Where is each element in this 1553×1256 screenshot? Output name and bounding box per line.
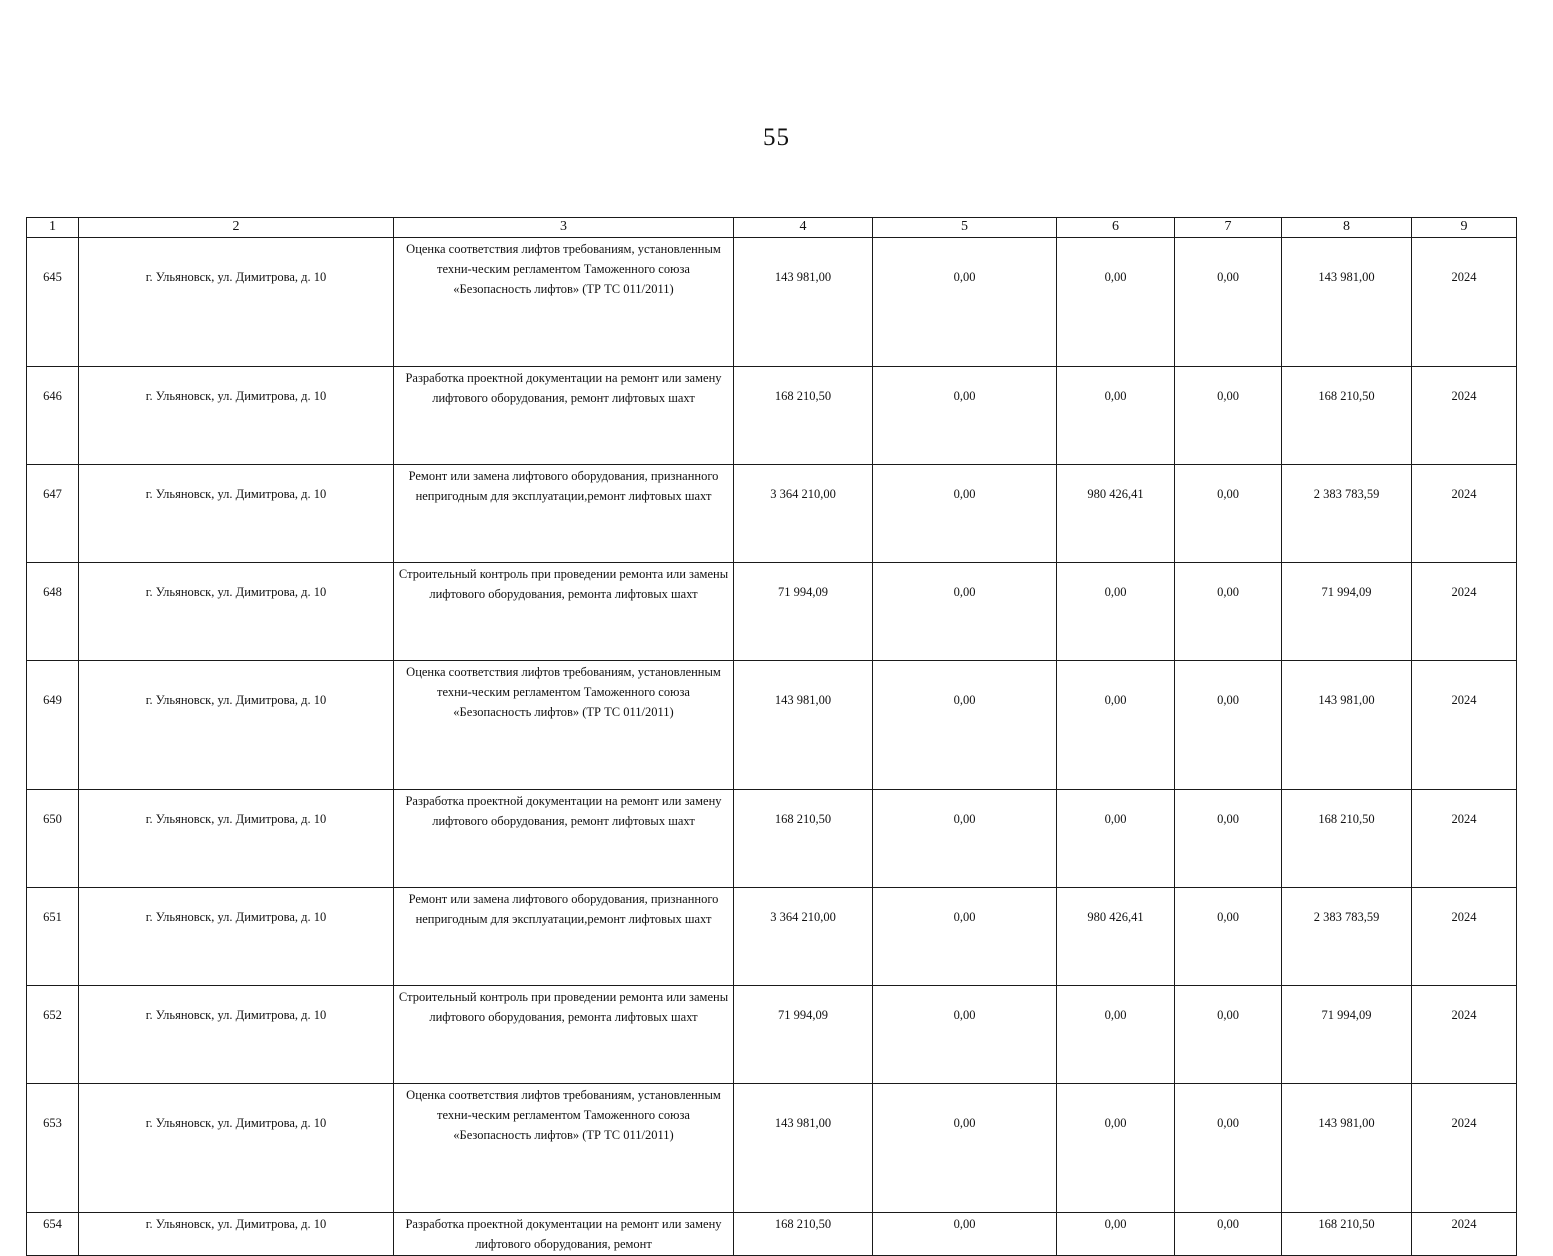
row-number: 650 bbox=[27, 790, 79, 888]
table-row bbox=[27, 465, 1517, 563]
amount-col5-cell: 0,00 bbox=[873, 465, 1057, 563]
address-cell: г. Ульяновск, ул. Димитрова, д. 10 bbox=[79, 661, 394, 790]
amount-col5-cell: 0,00 bbox=[873, 563, 1057, 661]
table-row bbox=[27, 790, 1517, 888]
amount-col8-cell: 2 383 783,59 bbox=[1282, 465, 1412, 563]
amount-col7-cell: 0,00 bbox=[1175, 986, 1282, 1084]
amount-col6-cell: 0,00 bbox=[1057, 790, 1175, 888]
amount-col7-cell: 0,00 bbox=[1175, 1213, 1282, 1256]
col-header-1: 1 bbox=[27, 218, 79, 238]
address-cell: г. Ульяновск, ул. Димитрова, д. 10 bbox=[79, 367, 394, 465]
amount-col8-cell: 168 210,50 bbox=[1282, 790, 1412, 888]
table-row bbox=[27, 1213, 1517, 1256]
amount-col5-cell: 0,00 bbox=[873, 1213, 1057, 1256]
registry-table bbox=[26, 217, 1517, 1256]
amount-col6-cell: 0,00 bbox=[1057, 1213, 1175, 1256]
amount-col5-cell: 0,00 bbox=[873, 888, 1057, 986]
year-cell: 2024 bbox=[1412, 661, 1517, 790]
year-cell: 2024 bbox=[1412, 1213, 1517, 1256]
amount-col8-cell: 143 981,00 bbox=[1282, 238, 1412, 367]
address-cell: г. Ульяновск, ул. Димитрова, д. 10 bbox=[79, 465, 394, 563]
table-row bbox=[27, 888, 1517, 986]
amount-col8-cell: 71 994,09 bbox=[1282, 986, 1412, 1084]
table-row bbox=[27, 563, 1517, 661]
amount-col6-cell: 0,00 bbox=[1057, 367, 1175, 465]
year-cell: 2024 bbox=[1412, 986, 1517, 1084]
year-cell: 2024 bbox=[1412, 238, 1517, 367]
work-description-cell bbox=[394, 1213, 734, 1256]
year-cell: 2024 bbox=[1412, 367, 1517, 465]
amount-col5-cell: 0,00 bbox=[873, 986, 1057, 1084]
amount-col7-cell: 0,00 bbox=[1175, 563, 1282, 661]
work-description-cell: Разработка проектной документации на ремонт или замену лифтового оборудования, ремонт лифтовых шахт bbox=[394, 367, 734, 465]
amount-col7-cell: 0,00 bbox=[1175, 238, 1282, 367]
amount-col4-cell: 143 981,00 bbox=[734, 1084, 873, 1213]
table-row bbox=[27, 367, 1517, 465]
address-cell: г. Ульяновск, ул. Димитрова, д. 10 bbox=[79, 888, 394, 986]
amount-col6-cell: 0,00 bbox=[1057, 661, 1175, 790]
amount-col7-cell: 0,00 bbox=[1175, 661, 1282, 790]
work-description-cell: Ремонт или замена лифтового оборудования, признанного непригодным для эксплуатации,ремонт лифтовых шахт bbox=[394, 888, 734, 986]
year-cell: 2024 bbox=[1412, 465, 1517, 563]
amount-col7-cell: 0,00 bbox=[1175, 888, 1282, 986]
table-row bbox=[27, 986, 1517, 1084]
page-number: 55 bbox=[763, 124, 790, 151]
amount-col4-cell: 168 210,50 bbox=[734, 367, 873, 465]
work-description-cell: Оценка соответствия лифтов требованиям, установленным техни-ческим регламентом Таможенного союза «Безопасность лифтов» (ТР ТС 011/2011) bbox=[394, 661, 734, 790]
col-header-7: 7 bbox=[1175, 218, 1282, 238]
address-cell: г. Ульяновск, ул. Димитрова, д. 10 bbox=[79, 1084, 394, 1213]
col-header-4: 4 bbox=[734, 218, 873, 238]
row-number: 645 bbox=[27, 238, 79, 367]
amount-col6-cell: 0,00 bbox=[1057, 1084, 1175, 1213]
work-description-cell: Строительный контроль при проведении ремонта или замены лифтового оборудования, ремонта лифтовых шахт bbox=[394, 986, 734, 1084]
amount-col5-cell: 0,00 bbox=[873, 367, 1057, 465]
year-cell: 2024 bbox=[1412, 790, 1517, 888]
amount-col6-cell: 980 426,41 bbox=[1057, 465, 1175, 563]
amount-col8-cell: 71 994,09 bbox=[1282, 563, 1412, 661]
amount-col6-cell: 0,00 bbox=[1057, 986, 1175, 1084]
amount-col8-cell: 143 981,00 bbox=[1282, 1084, 1412, 1213]
address-cell: г. Ульяновск, ул. Димитрова, д. 10 bbox=[79, 1213, 394, 1256]
amount-col4-cell: 71 994,09 bbox=[734, 563, 873, 661]
amount-col8-cell: 168 210,50 bbox=[1282, 367, 1412, 465]
address-cell: г. Ульяновск, ул. Димитрова, д. 10 bbox=[79, 238, 394, 367]
amount-col5-cell: 0,00 bbox=[873, 661, 1057, 790]
amount-col4-cell: 168 210,50 bbox=[734, 1213, 873, 1256]
amount-col4-cell: 71 994,09 bbox=[734, 986, 873, 1084]
work-description-cell: Оценка соответствия лифтов требованиям, установленным техни-ческим регламентом Таможенного союза «Безопасность лифтов» (ТР ТС 011/2011) bbox=[394, 238, 734, 367]
amount-col6-cell: 0,00 bbox=[1057, 563, 1175, 661]
amount-col7-cell: 0,00 bbox=[1175, 367, 1282, 465]
col-header-8: 8 bbox=[1282, 218, 1412, 238]
work-description-text: Разработка проектной документации на ремонт или замену лифтового оборудования, ремонт bbox=[405, 1217, 722, 1251]
amount-col5-cell: 0,00 bbox=[873, 238, 1057, 367]
col-header-6: 6 bbox=[1057, 218, 1175, 238]
amount-col8-cell: 2 383 783,59 bbox=[1282, 888, 1412, 986]
year-cell: 2024 bbox=[1412, 563, 1517, 661]
work-description-cell: Строительный контроль при проведении ремонта или замены лифтового оборудования, ремонта лифтовых шахт bbox=[394, 563, 734, 661]
year-cell: 2024 bbox=[1412, 888, 1517, 986]
header-row bbox=[27, 218, 1517, 238]
row-number: 648 bbox=[27, 563, 79, 661]
work-description-cell: Ремонт или замена лифтового оборудования, признанного непригодным для эксплуатации,ремонт лифтовых шахт bbox=[394, 465, 734, 563]
col-header-2: 2 bbox=[79, 218, 394, 238]
amount-col8-cell: 143 981,00 bbox=[1282, 661, 1412, 790]
amount-col7-cell: 0,00 bbox=[1175, 790, 1282, 888]
col-header-3: 3 bbox=[394, 218, 734, 238]
address-cell: г. Ульяновск, ул. Димитрова, д. 10 bbox=[79, 986, 394, 1084]
amount-col6-cell: 0,00 bbox=[1057, 238, 1175, 367]
address-cell: г. Ульяновск, ул. Димитрова, д. 10 bbox=[79, 790, 394, 888]
row-number: 651 bbox=[27, 888, 79, 986]
amount-col4-cell: 143 981,00 bbox=[734, 238, 873, 367]
work-description-cell: Разработка проектной документации на ремонт или замену лифтового оборудования, ремонт лифтовых шахт bbox=[394, 790, 734, 888]
row-number: 647 bbox=[27, 465, 79, 563]
amount-col5-cell: 0,00 bbox=[873, 790, 1057, 888]
amount-col4-cell: 168 210,50 bbox=[734, 790, 873, 888]
table-row bbox=[27, 238, 1517, 367]
work-description-cell: Оценка соответствия лифтов требованиям, установленным техни-ческим регламентом Таможенного союза «Безопасность лифтов» (ТР ТС 011/2011) bbox=[394, 1084, 734, 1213]
row-number: 652 bbox=[27, 986, 79, 1084]
year-cell: 2024 bbox=[1412, 1084, 1517, 1213]
amount-col4-cell: 3 364 210,00 bbox=[734, 888, 873, 986]
row-number: 649 bbox=[27, 661, 79, 790]
amount-col4-cell: 3 364 210,00 bbox=[734, 465, 873, 563]
amount-col4-cell: 143 981,00 bbox=[734, 661, 873, 790]
row-number: 653 bbox=[27, 1084, 79, 1213]
row-number: 654 bbox=[27, 1213, 79, 1256]
address-cell: г. Ульяновск, ул. Димитрова, д. 10 bbox=[79, 563, 394, 661]
table-row bbox=[27, 661, 1517, 790]
amount-col7-cell: 0,00 bbox=[1175, 465, 1282, 563]
row-number: 646 bbox=[27, 367, 79, 465]
col-header-5: 5 bbox=[873, 218, 1057, 238]
col-header-9: 9 bbox=[1412, 218, 1517, 238]
table-row bbox=[27, 1084, 1517, 1213]
amount-col6-cell: 980 426,41 bbox=[1057, 888, 1175, 986]
amount-col5-cell: 0,00 bbox=[873, 1084, 1057, 1213]
amount-col7-cell: 0,00 bbox=[1175, 1084, 1282, 1213]
amount-col8-cell: 168 210,50 bbox=[1282, 1213, 1412, 1256]
